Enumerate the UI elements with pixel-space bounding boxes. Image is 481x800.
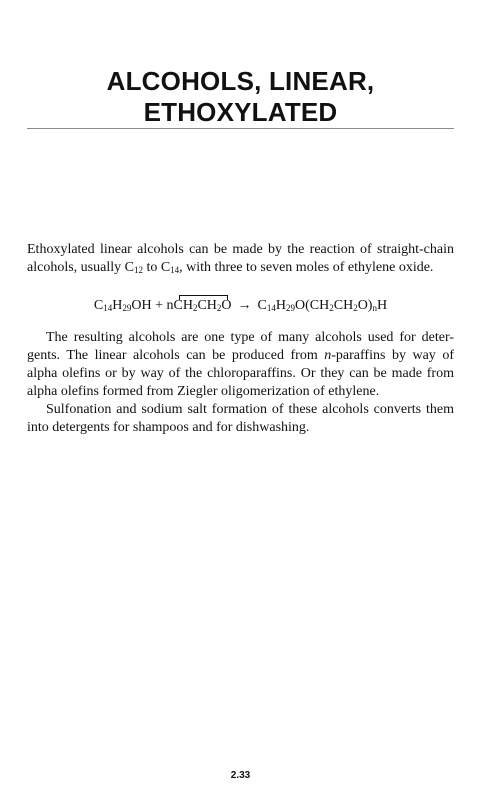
- para2-line-2a: gents. The linear alcohols can be produced from: [27, 348, 325, 363]
- equation-reactant-alcohol: [94, 298, 174, 313]
- eq-text: O(CH: [295, 298, 330, 313]
- reaction-arrow: →: [237, 298, 252, 313]
- eq-text: OH + n: [131, 298, 174, 313]
- para2-line-3: alpha olefins or by way of the chloroparaffins. Or they can be made from: [27, 366, 454, 381]
- eq-sub: 29: [286, 303, 295, 313]
- para3-line-2: into detergents for shampoos and for dishwashing.: [27, 420, 310, 435]
- eq-text: H: [376, 298, 388, 313]
- intro-line-1: Ethoxylated linear alcohols can be made by the reaction of straight-chain: [27, 242, 454, 257]
- eq-text: C: [93, 298, 104, 313]
- para2-italic-n: n: [324, 348, 332, 363]
- title-line-1: ALCOHOLS, LINEAR,: [106, 66, 375, 96]
- eq-text: CH: [333, 298, 354, 313]
- title-line-2: ETHOXYLATED: [143, 97, 338, 127]
- intro-text-b: to C: [142, 260, 171, 275]
- eq-sub: 14: [266, 303, 276, 313]
- page-title: [0, 66, 481, 128]
- intro-sub-1: 12: [133, 265, 143, 275]
- eq-text: O: [221, 298, 232, 313]
- intro-text-c: , with three to seven moles of ethylene oxide.: [179, 260, 434, 275]
- title-rule: [27, 128, 454, 129]
- para2-line-1: The resulting alcohols are one type of many alcohols used for deter-: [46, 330, 454, 345]
- intro-paragraph: [27, 241, 454, 277]
- eq-text: CH: [197, 298, 217, 313]
- intro-line-2: [27, 260, 433, 275]
- eq-text: H: [112, 298, 123, 313]
- ethylene-oxide-ring: [174, 297, 232, 315]
- intro-sub-2: 14: [170, 265, 180, 275]
- intro-text-a: alcohols, usually C: [27, 260, 134, 275]
- page-number: 2.33: [230, 770, 251, 781]
- eq-sub: n: [372, 303, 377, 313]
- paragraph-production: [27, 329, 454, 401]
- eq-sub: 14: [103, 303, 113, 313]
- para2-line-4: alpha olefins formed from Ziegler oligomerization of ethylene.: [27, 384, 380, 399]
- eq-text: H: [275, 298, 286, 313]
- eq-sub: 2: [353, 303, 358, 313]
- paragraph-uses: [27, 401, 454, 437]
- eq-sub: 2: [329, 303, 334, 313]
- para3-line-1: Sulfonation and sodium salt formation of these alcohols converts them: [46, 402, 454, 417]
- reaction-equation: [27, 297, 454, 315]
- eq-text: O): [357, 298, 373, 313]
- eq-text: C: [257, 298, 267, 313]
- eq-sub: 2: [192, 303, 198, 313]
- para2-line-2b: -paraffins by way of: [331, 348, 454, 363]
- equation-product: [258, 298, 388, 313]
- eq-text: CH: [173, 298, 193, 313]
- eq-sub: 2: [216, 303, 222, 313]
- eq-sub: 29: [122, 303, 132, 313]
